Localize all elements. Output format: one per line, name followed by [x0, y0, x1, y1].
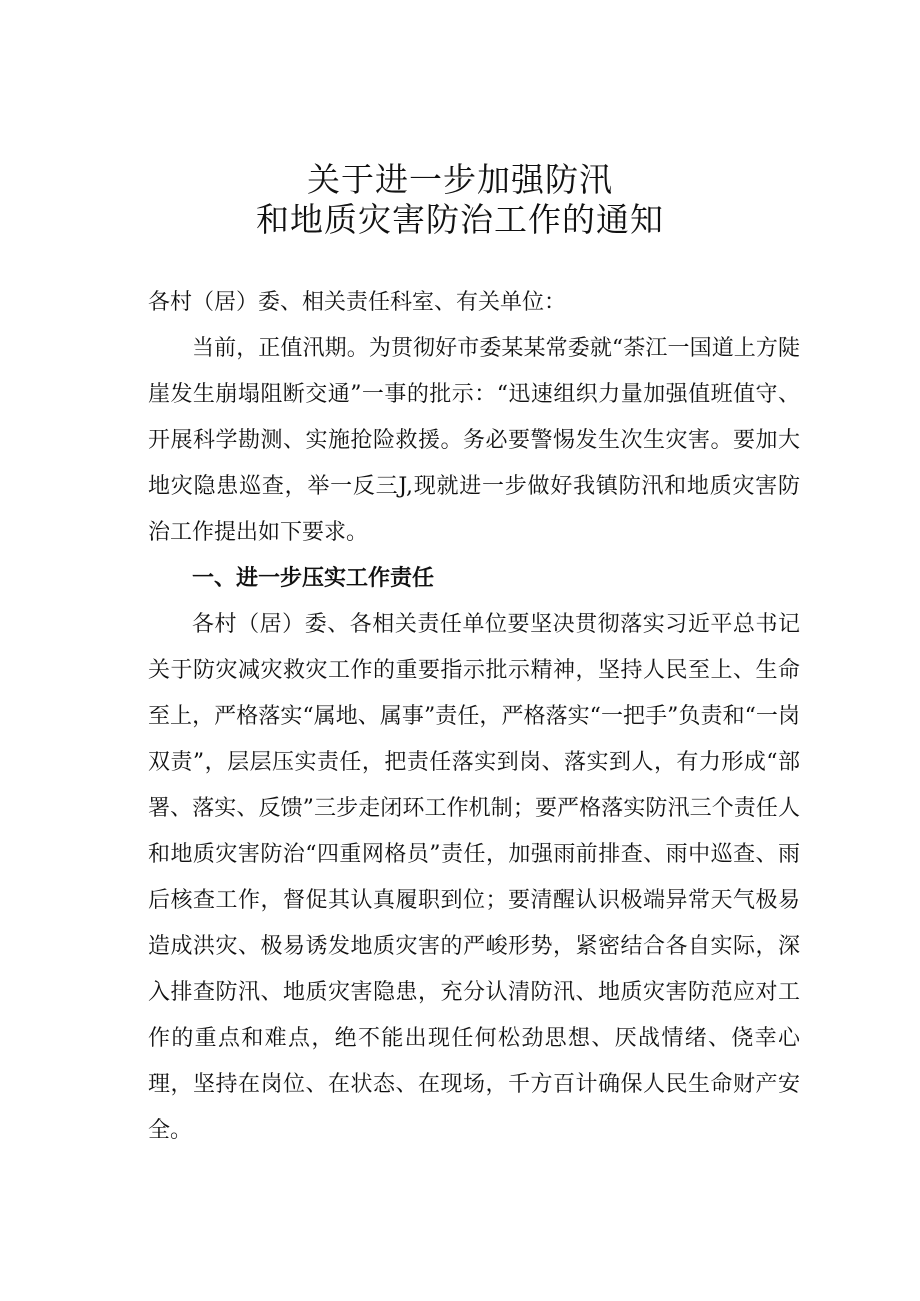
section-1-paragraph: 各村（居）委、各相关责任单位要坚决贯彻落实习近平总书记关于防灾减灾救灾工作的重要指示批示精神，坚持人民至上、生命至上，严格落实“属地、属事”责任，严格落实“一把手”负责和“一岗双责”，层层压实责任，把责任落实到岗、落实到人，有力形成“部署、落实、反馈”三步走闭环工作机制；要严格落实防汛三个责任人和地质灾害防治“四重网格员”责任，加强雨前排查、雨中巡查、雨后核查工作，督促其认真履职到位；要清醒认识极端异常天气极易造成洪灾、极易诱发地质灾害的严峻形势，紧密结合各自实际，深入排查防汛、地质灾害隐患，充分认清防汛、地质灾害防范应对工作的重点和难点，绝不能出现任何松劲思想、厌战情绪、侥幸心理，坚持在岗位、在状态、在现场，千方百计确保人民生命财产安全。	[148, 612, 800, 1143]
document-body	[148, 280, 800, 1154]
intro-paragraph: 当前，正值汛期。为贯彻好市委某某常委就“荼江一国道上方陡崖发生崩塌阻断交通”一事的批示：“迅速组织力量加强值班值守、开展科学勘测、实施抢险救援。务必要警惕发生次生灾害。要加大地灾隐患巡查，举一反三J,现就进一步做好我镇防汛和地质灾害防治工作提出如下要求。	[148, 336, 800, 545]
salutation: 各村（居）委、相关责任科室、有关单位：	[148, 290, 567, 315]
document-title-line-2: 和地质灾害防治工作的通知	[256, 200, 664, 239]
section-heading-1: 一、进一步压实工作责任	[192, 566, 435, 591]
document-title-line-1: 关于进一步加强防汛	[307, 160, 613, 199]
